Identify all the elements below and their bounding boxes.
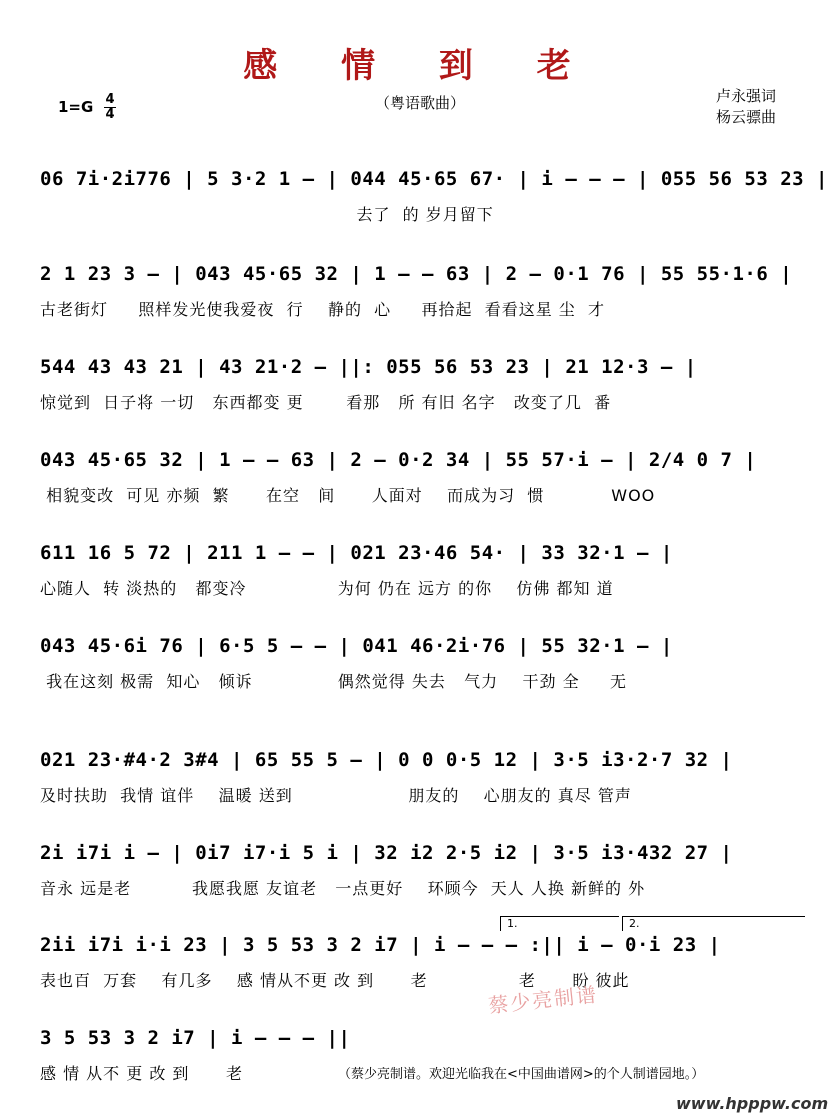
notes-line: 043 45·65 32 | 1 – – 63 | 2 – 0·2 34 | 55 57·i – | 2/4 0 7 | [40,449,757,471]
notes-line: 2ii i7i i·i 23 | 3 5 53 3 2 i7 | i – – – :|| i – 0·i 23 | [40,934,721,956]
score-row-1 [0,168,840,260]
score-row-4 [0,449,840,541]
notes-line: 2 1 23 3 – | 043 45·65 32 | 1 – – 63 | 2 – 0·1 76 | 55 55·1·6 | [40,263,793,285]
watermark: 蔡少亮制谱 [487,982,600,1018]
lyrics-line: 感 情 从不 更 改 到 老 [40,1064,243,1083]
lyrics-line: 惊觉到 日子将 一切 东西都变 更 看那 所 有旧 名字 改变了几 番 [40,393,612,412]
time-signature-bottom: 4 [105,107,115,122]
lyrics-line: 相貌变改 可见 亦频 繁 在空 间 人面对 而成为习 惯 WOO [40,486,656,505]
score-row-3 [0,356,840,448]
lyrics-line: 表也百 万套 有几多 感 情从不更 改 到 老 老 盼 彼此 [40,971,630,990]
score-row-5 [0,542,840,634]
notes-line: 611 16 5 72 | 211 1 – – | 021 23·46 54· | 33 32·1 – | [40,542,673,564]
site-url: www.hpppw.com [676,1094,829,1113]
score-row-7 [0,749,840,841]
notes-line: 2i i7i i – | 0i7 i7·i 5 i | 32 i2 2·5 i2 | 3·5 i3·432 27 | [40,842,733,864]
lyrics-line: 古老街灯 照样发光使我爱夜 行 静的 心 再拾起 看看这星 尘 才 [40,300,605,319]
key-signature: 1=G [58,98,94,116]
lyrics-line: 及时扶助 我情 谊伴 温暖 送到 朋友的 心朋友的 真尽 管声 [40,786,632,805]
lyrics-line: 我在这刻 极需 知心 倾诉 偶然觉得 失去 气力 干劲 全 无 [40,672,628,691]
song-subtitle: （粤语歌曲） [374,94,465,112]
volta-2: 2. [622,916,805,931]
footer-note: （蔡少亮制谱。欢迎光临我在<中国曲谱网>的个人制谱园地。） [338,1067,705,1082]
credits [716,86,776,128]
score-row-6 [0,635,840,727]
lyrics-line: 去了 的 岁月留下 [40,205,494,224]
time-signature [104,93,116,122]
lyricist: 卢永强词 [716,87,777,105]
score-row-9 [0,917,840,1026]
volta-1: 1. [500,916,619,931]
notes-line: 043 45·6i 76 | 6·5 5 – – | 041 46·2i·76 | 55 32·1 – | [40,635,673,657]
composer: 杨云骠曲 [716,108,777,126]
notes-line: 021 23·#4·2 3#4 | 65 55 5 – | 0 0 0·5 12 | 3·5 i3·2·7 32 | [40,749,733,771]
score-row-2 [0,263,840,355]
notes-line: 544 43 43 21 | 43 21·2 – ||: 055 56 53 23 | 21 12·3 – | [40,356,697,378]
notes-line: 3 5 53 3 2 i7 | i – – – || [40,1027,351,1049]
time-signature-top: 4 [105,92,115,107]
lyrics-line: 音永 远是老 我愿我愿 友谊老 一点更好 环顾今 天人 人换 新鲜的 外 [40,879,646,898]
song-title: 感 情 到 老 [243,46,597,86]
notes-line: 06 7i·2i776 | 5 3·2 1 – | 044 45·65 67· | i – – – | 055 56 53 23 | [40,168,828,190]
lyrics-line: 心随人 转 淡热的 都变冷 为何 仍在 远方 的你 仿佛 都知 道 [40,579,614,598]
